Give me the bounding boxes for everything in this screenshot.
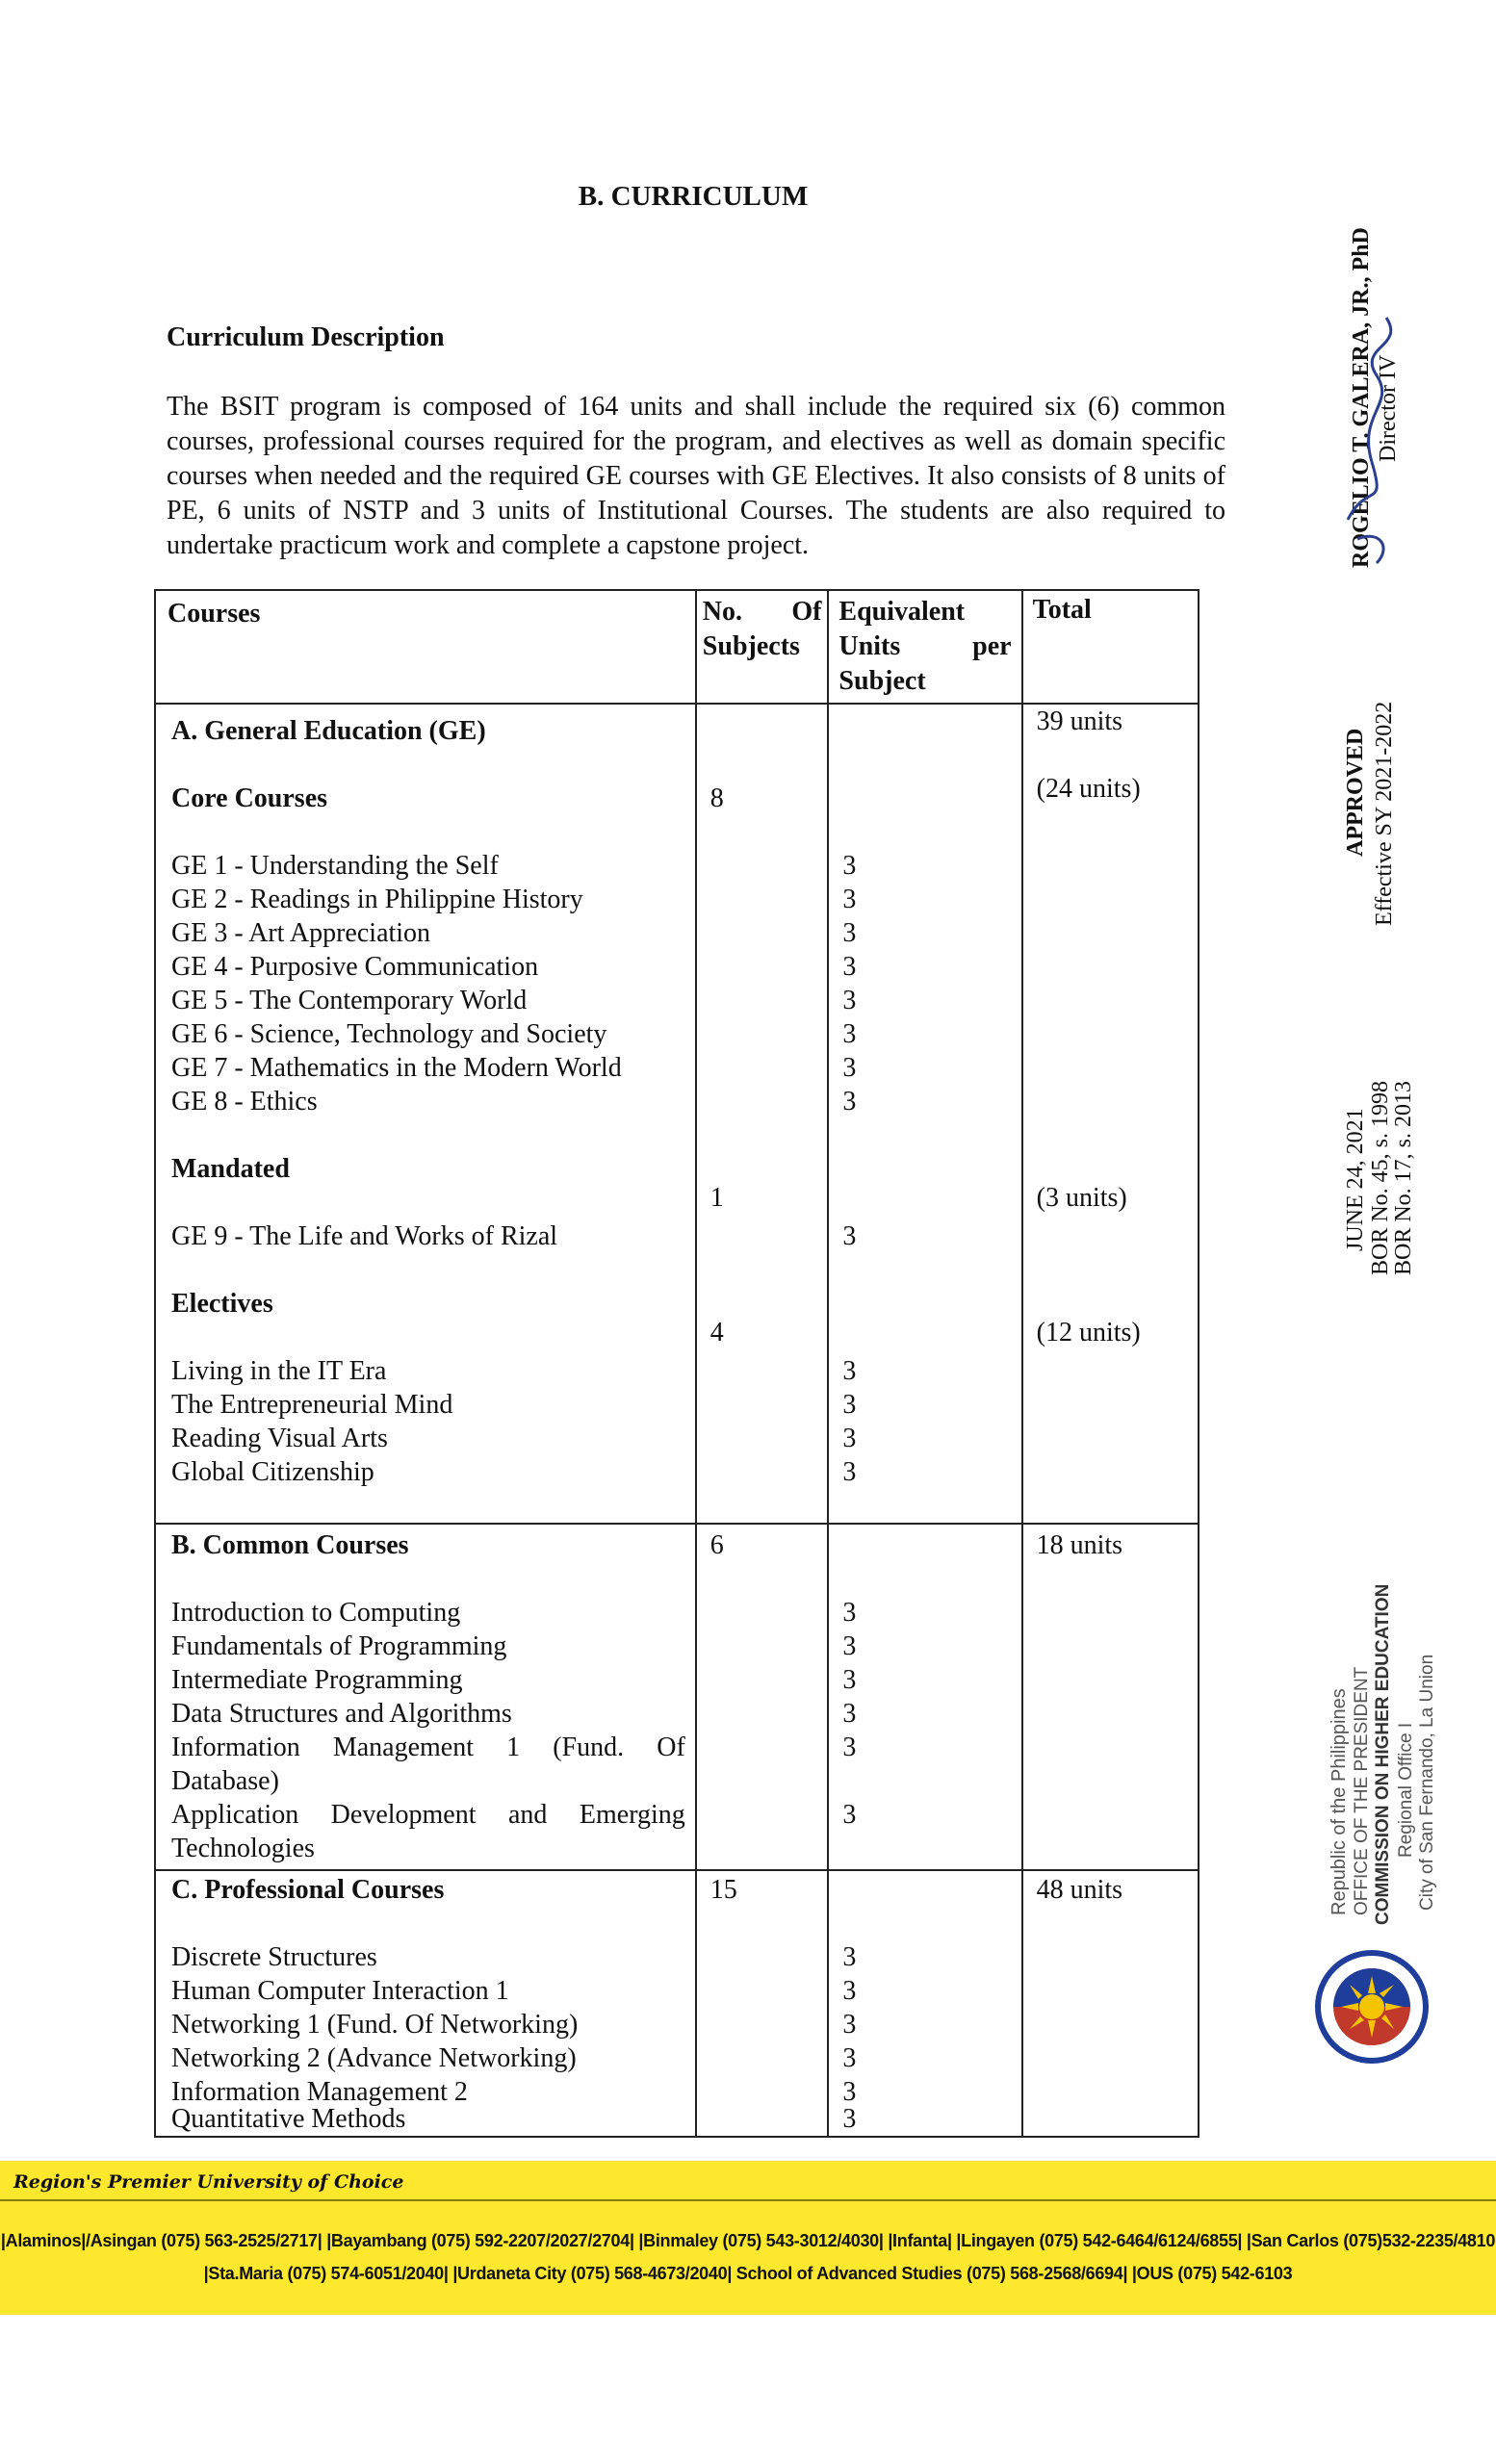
units-value: 3 [842,851,857,881]
units-value: 3 [842,885,857,914]
table-row: Fundamentals of Programming [171,1631,507,1661]
units-value: 3 [842,1356,857,1386]
professional-units-cell [828,1870,1021,2137]
units-value: 3 [842,1087,857,1116]
table-row: Introduction to Computing [171,1598,461,1628]
table-row: GE 5 - The Contemporary World [171,986,528,1015]
table-row: GE 3 - Art Appreciation [171,918,431,948]
units-value: 3 [842,986,857,1015]
approved-label: APPROVED [1343,728,1368,857]
bor-reference-1: BOR No. 45, s. 1998 [1368,1080,1393,1275]
professional-count: 15 [709,1875,737,1905]
bor-reference-2: BOR No. 17, s. 2013 [1391,1080,1416,1275]
table-row: The Entrepreneurial Mind [171,1390,453,1420]
ge-mandated-count: 1 [709,1183,724,1213]
campus-contacts-line-2: |Sta.Maria (075) 574-6051/2040| |Urdaneta City (075) 568-4673/2040| School of Advanced Studies (075) 568-2568/6694| |OUS (075) 542-6103 [203,2264,1293,2283]
units-value: 3 [842,1221,857,1251]
units-value: 3 [842,2104,857,2134]
units-value: 3 [842,1631,857,1661]
units-value: 3 [842,1053,857,1083]
table-row-general-education [155,704,1199,1524]
table-row: GE 9 - The Life and Works of Rizal [171,1221,558,1251]
table-row: GE 2 - Readings in Philippine History [171,885,583,914]
ge-electives-count: 4 [709,1318,724,1348]
common-total-cell [1022,1524,1199,1870]
ched-line-2: OFFICE OF THE PRESIDENT [1352,1666,1372,1915]
table-row: Discrete Structures [171,1942,377,1972]
table-row: GE 6 - Science, Technology and Society [171,1019,607,1049]
description-paragraph: The BSIT program is composed of 164 units and shall include the required six (6) common courses, professional courses required for the program, and electives as well as domain specific courses when needed and the required GE courses with GE Electives. It also consists of 8 units of PE, 6 units of NSTP and 3 units of Institutional Courses. The students are also required to undertake practicum work and complete a capstone project. [167,392,1225,560]
units-value: 3 [842,2043,857,2073]
units-value: 3 [842,2077,857,2107]
table-row: Networking 1 (Fund. Of Networking) [171,2010,579,2040]
units-value: 3 [842,1942,857,1972]
common-units-cell [828,1524,1021,1870]
curriculum-table [154,589,1199,2138]
ched-line-4: Regional Office I [1396,1722,1416,1858]
units-value: 3 [842,1732,857,1762]
units-value: 3 [842,1800,857,1830]
signature-icon [1328,289,1415,578]
description-heading: Curriculum Description [167,322,445,352]
footer-divider [0,2199,1496,2201]
table-row-continued: Database) [171,1766,279,1796]
header-no-of-subjects: No. Of Subjects [696,590,829,704]
page-title: B. CURRICULUM [578,181,809,212]
units-value: 3 [842,1390,857,1420]
professional-total: 48 units [1036,1875,1123,1905]
ge-units-cell [828,704,1021,1524]
ge-section-title: A. General Education (GE) [171,716,486,746]
units-value: 3 [842,1424,857,1453]
table-row: Global Citizenship [171,1457,374,1487]
professional-count-cell [696,1870,829,2137]
ge-count-cell [696,704,829,1524]
bor-block [1328,1040,1415,1290]
table-row: Reading Visual Arts [171,1424,388,1453]
table-row: Information Management 2 [171,2077,468,2107]
units-value: 3 [842,952,857,982]
campus-contacts-line-1: |Alaminos|/Asingan (075) 563-2525/2717| |Bayambang (075) 592-2207/2027/2704| |Binmaley (075) 543-3012/4030| |Infanta| |Lingayen (075) 542-6464/6124/6855| |San Carlos (075)532-2235/4810 [0,2231,1496,2250]
table-row: GE 7 - Mathematics in the Modern World [171,1053,622,1083]
signatory-block [1309,144,1415,578]
table-row-continued: Technologies [171,1834,315,1863]
units-value: 3 [842,1699,857,1729]
table-row: Information Management 1 (Fund. Of [171,1732,685,1762]
ched-line-1: Republic of the Philippines [1328,1688,1350,1915]
units-value: 3 [842,1665,857,1695]
units-value: 3 [842,2010,857,2040]
effective-label: Effective SY 2021-2022 [1372,701,1397,926]
header-total: Total [1022,590,1199,704]
table-row: GE 8 - Ethics [171,1087,318,1116]
professional-courses-cell [155,1870,696,2137]
ge-total-cell [1022,704,1199,1524]
ge-mandated-label: Mandated [171,1154,290,1184]
ge-total: 39 units [1036,706,1123,736]
ge-core-label: Core Courses [171,783,328,813]
ched-line-5: City of San Fernando, La Union [1417,1654,1437,1911]
table-row-professional-courses [155,1870,1199,2137]
table-row: GE 1 - Understanding the Self [171,851,499,881]
table-row: Application Development and Emerging [171,1800,685,1830]
table-row: GE 4 - Purposive Communication [171,952,539,982]
common-count: 6 [709,1530,724,1560]
units-value: 3 [842,1457,857,1487]
table-row: Quantitative Methods [171,2104,406,2134]
units-value: 3 [842,1976,857,2006]
table-row: Living in the IT Era [171,1356,387,1386]
approval-block [1328,674,1415,962]
common-total: 18 units [1036,1530,1123,1560]
units-value: 3 [842,1598,857,1628]
university-motto: Region's Premier University of Choice [13,2171,404,2193]
units-value: 3 [842,1019,857,1049]
table-row: Human Computer Interaction 1 [171,1976,509,2006]
table-row: Data Structures and Algorithms [171,1699,512,1729]
ge-core-total: (24 units) [1036,774,1141,804]
ge-courses-cell [155,704,696,1524]
ge-electives-total: (12 units) [1036,1318,1141,1348]
signatory-name: ROGELIO T. GALERA, JR., PhD [1349,227,1374,568]
table-header-row [155,590,1199,704]
ge-mandated-total: (3 units) [1036,1183,1127,1213]
signatory-title: Director IV [1376,354,1401,462]
table-row: Networking 2 (Advance Networking) [171,2043,577,2073]
professional-total-cell [1022,1870,1199,2137]
common-courses-cell [155,1524,696,1870]
common-section-title: B. Common Courses [171,1530,409,1560]
header-courses: Courses [155,590,696,704]
table-row: Intermediate Programming [171,1665,463,1695]
ge-electives-label: Electives [171,1289,273,1319]
ched-line-3: COMMISSION ON HIGHER EDUCATION [1373,1583,1393,1925]
table-row-common-courses [155,1524,1199,1870]
ched-seal-icon [1314,1949,1430,2065]
common-count-cell [696,1524,829,1870]
units-value: 3 [842,918,857,948]
professional-section-title: C. Professional Courses [171,1875,445,1905]
header-units-per-subject: Equivalent Units per Subject [828,590,1021,704]
approval-date: JUNE 24, 2021 [1343,1108,1368,1251]
ched-stamp [1309,1511,1444,1935]
ge-core-count: 8 [709,783,724,813]
